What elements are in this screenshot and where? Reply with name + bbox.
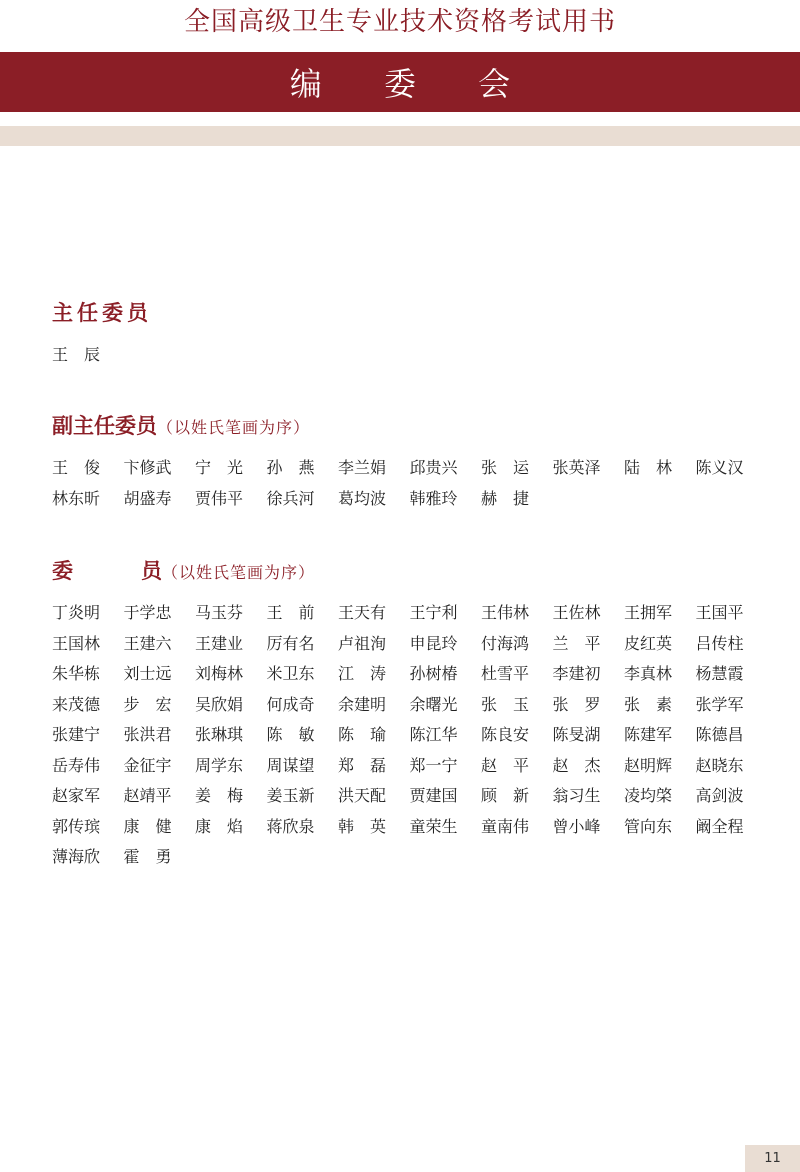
person-name: 李真林 (624, 664, 673, 683)
members-order-note: （以姓氏笔画为序） (162, 563, 316, 582)
person-name: 周学东 (195, 755, 244, 775)
person-name: 马玉芬 (195, 603, 244, 622)
person-name: 余曙光 (409, 694, 458, 714)
person-name: 步 宏 (123, 694, 172, 714)
person-name: 岳寿伟 (52, 755, 101, 775)
person-name: 姜 梅 (195, 786, 244, 805)
person-name: 皮红英 (624, 633, 673, 653)
person-name: 陈 敏 (266, 725, 315, 744)
person-name: 曾小峰 (552, 816, 601, 836)
person-name: 赵靖平 (123, 786, 172, 805)
person-name: 张琳琪 (195, 725, 244, 744)
person-name: 赵家军 (52, 786, 101, 805)
person-name: 韩 英 (338, 816, 387, 836)
person-name: 陈德昌 (695, 725, 744, 744)
person-name: 王国平 (695, 603, 744, 622)
person-name: 张洪君 (123, 725, 172, 744)
person-name: 张 罗 (552, 694, 601, 714)
members-heading (52, 556, 315, 588)
person-name: 洪天配 (338, 786, 387, 805)
person-name: 何成奇 (266, 694, 315, 714)
person-name: 吕传柱 (695, 633, 744, 653)
person-name: 徐兵河 (266, 488, 315, 508)
person-name: 刘梅林 (195, 664, 244, 683)
vice-chair-heading (52, 411, 310, 443)
person-name: 胡盛寿 (123, 488, 172, 508)
person-name: 陈旻湖 (552, 725, 601, 744)
person-name: 刘士远 (123, 664, 172, 683)
person-name: 朱华栋 (52, 664, 101, 683)
person-name: 卢祖洵 (338, 633, 387, 653)
person-name: 王佐林 (552, 603, 601, 622)
person-name: 王 俊 (52, 458, 101, 477)
person-name: 孙树椿 (409, 664, 458, 683)
person-name: 宁 光 (195, 458, 244, 477)
members-heading-first: 委 (52, 559, 73, 583)
person-name: 童荣生 (409, 816, 458, 836)
page-number: 11 (745, 1145, 800, 1172)
person-name: 王天有 (338, 603, 387, 622)
person-name: 杨慧霞 (695, 664, 744, 683)
book-title: 全国高级卫生专业技术资格考试用书 (183, 7, 616, 37)
person-name: 江 涛 (338, 664, 387, 683)
member-names (52, 598, 782, 873)
person-name: 赵 杰 (552, 755, 601, 775)
person-name: 邱贵兴 (409, 458, 458, 477)
person-name: 翁习生 (552, 786, 601, 805)
person-name: 孙 燕 (266, 458, 315, 477)
person-name: 霍 勇 (123, 847, 172, 866)
person-name: 郑一宁 (409, 755, 458, 775)
person-name: 米卫东 (266, 664, 315, 683)
person-name: 张 素 (624, 694, 673, 714)
person-name: 姜玉新 (266, 786, 315, 805)
person-name: 凌均棨 (624, 786, 673, 805)
person-name: 阚全程 (695, 816, 744, 836)
person-name: 林东昕 (52, 488, 101, 508)
person-name: 兰 平 (552, 633, 601, 653)
person-name: 王 辰 (52, 345, 101, 364)
person-name: 王建业 (195, 633, 244, 653)
vice-chair-heading-text: 副主任委员 (52, 414, 157, 438)
person-name: 赵晓东 (695, 755, 744, 775)
person-name: 张英泽 (552, 458, 601, 477)
person-name: 王伟林 (481, 603, 530, 622)
person-name: 蒋欣泉 (266, 816, 315, 836)
person-name: 管向东 (624, 816, 673, 836)
person-name: 申昆玲 (409, 633, 458, 653)
person-name: 贾伟平 (195, 488, 244, 508)
person-name: 康 健 (123, 816, 172, 836)
vice-chair-order-note: （以姓氏笔画为序） (157, 418, 311, 437)
decorative-band (0, 126, 800, 146)
person-name: 李兰娟 (338, 458, 387, 477)
person-name: 张 玉 (481, 694, 530, 714)
person-name: 金征宇 (123, 755, 172, 775)
person-name: 丁炎明 (52, 603, 101, 622)
person-name: 吴欣娟 (195, 694, 244, 714)
person-name: 厉有名 (266, 633, 315, 653)
person-name: 王拥军 (624, 603, 673, 622)
person-name: 赵 平 (481, 755, 530, 775)
person-name: 陈 瑜 (338, 725, 387, 744)
person-name: 杜雪平 (481, 664, 530, 683)
person-name: 赵明辉 (624, 755, 673, 775)
person-name: 陈义汉 (695, 458, 744, 477)
person-name: 顾 新 (481, 786, 530, 805)
person-name: 郭传瑸 (52, 816, 101, 836)
person-name: 郑 磊 (338, 755, 387, 775)
person-name: 薄海欣 (52, 847, 101, 866)
person-name: 陈建军 (624, 725, 673, 744)
person-name: 余建明 (338, 694, 387, 714)
person-name: 于学忠 (123, 603, 172, 622)
members-heading-second: 员 (141, 559, 162, 583)
chair-heading: 主任委员 (52, 301, 152, 325)
person-name: 陈江华 (409, 725, 458, 744)
vice-chair-names (52, 453, 782, 514)
person-name: 卞修武 (123, 458, 172, 477)
person-name: 王国林 (52, 633, 101, 653)
person-name: 赫 捷 (481, 488, 530, 508)
person-name: 张学军 (695, 694, 744, 714)
person-name: 葛均波 (338, 488, 387, 508)
person-name: 贾建国 (409, 786, 458, 805)
chair-names (52, 340, 782, 371)
person-name: 来茂德 (52, 694, 101, 714)
person-name: 付海鸿 (481, 633, 530, 653)
person-name: 韩雅玲 (409, 488, 458, 508)
person-name: 王 前 (266, 603, 315, 622)
person-name: 李建初 (552, 664, 601, 683)
person-name: 陈良安 (481, 725, 530, 744)
person-name: 王宁利 (409, 603, 458, 622)
banner-title: 编 委 会 (0, 52, 800, 112)
person-name: 童南伟 (481, 816, 530, 836)
person-name: 陆 林 (624, 458, 673, 477)
person-name: 张建宁 (52, 725, 101, 744)
person-name: 高剑波 (695, 786, 744, 805)
person-name: 周谋望 (266, 755, 315, 775)
person-name: 张 运 (481, 458, 530, 477)
person-name: 康 焰 (195, 816, 244, 836)
person-name: 王建六 (123, 633, 172, 653)
